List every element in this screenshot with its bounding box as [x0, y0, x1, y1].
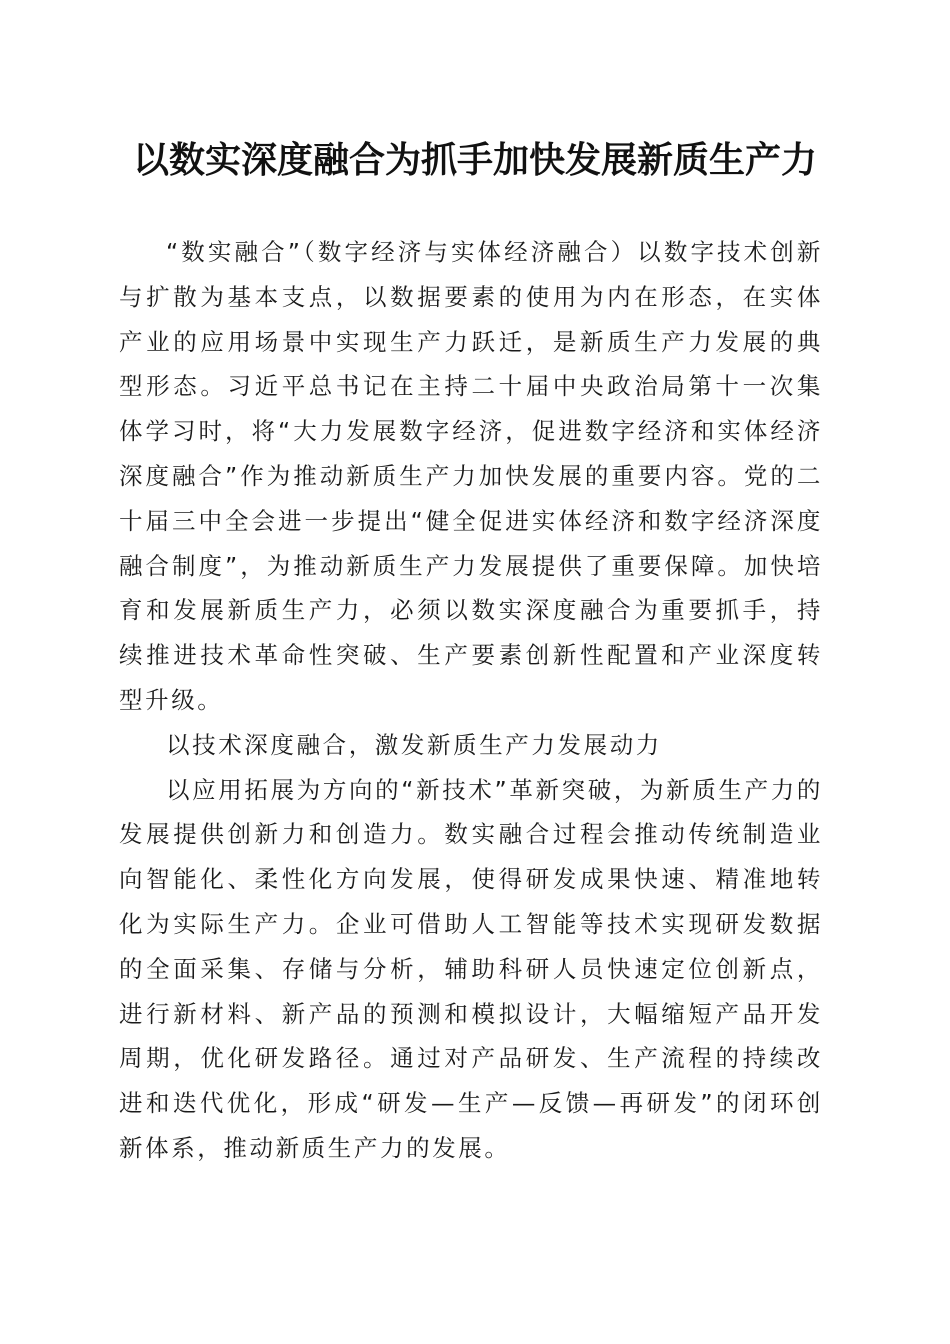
paragraph-technology: 以应用拓展为方向的“新技术”革新突破，为新质生产力的发展提供创新力和创造力。数实融合过程会推动传统制造业向智能化、柔性化方向发展，使得研发成果快速、精准地转化为实际生产力。企业可借助人工智能等技术实现研发数据的全面采集、存储与分析，辅助科研人员快速定位创新点，进行新材料、新产品的预测和模拟设计，大幅缩短产品开发周期，优化研发路径。通过对产品研发、生产流程的持续改进和迭代优化，形成“研发—生产—反馈—再研发”的闭环创新体系，推动新质生产力的发展。 [119, 775, 823, 1162]
section-heading: 以技术深度融合，激发新质生产力发展动力 [166, 730, 662, 759]
document-title: 以数实深度融合为抓手加快发展新质生产力 [132, 139, 817, 181]
paragraph-intro: “数实融合”（数字经济与实体经济融合）以数字技术创新与扩散为基本支点，以数据要素的使用为内在形态，在实体产业的应用场景中实现生产力跃迁，是新质生产力发展的典型形态。习近平总书记在主持二十届中央政治局第十一次集体学习时，将“大力发展数字经济，促进数字经济和实体经济深度融合”作为推动新质生产力加快发展的重要内容。党的二十届三中全会进一步提出“健全促进实体经济和数字经济深度融合制度”，为推动新质生产力发展提供了重要保障。加快培育和发展新质生产力，必须以数实深度融合为重要抓手，持续推进技术革命性突破、生产要素创新性配置和产业深度转型升级。 [119, 238, 823, 714]
document-body [119, 230, 823, 1171]
